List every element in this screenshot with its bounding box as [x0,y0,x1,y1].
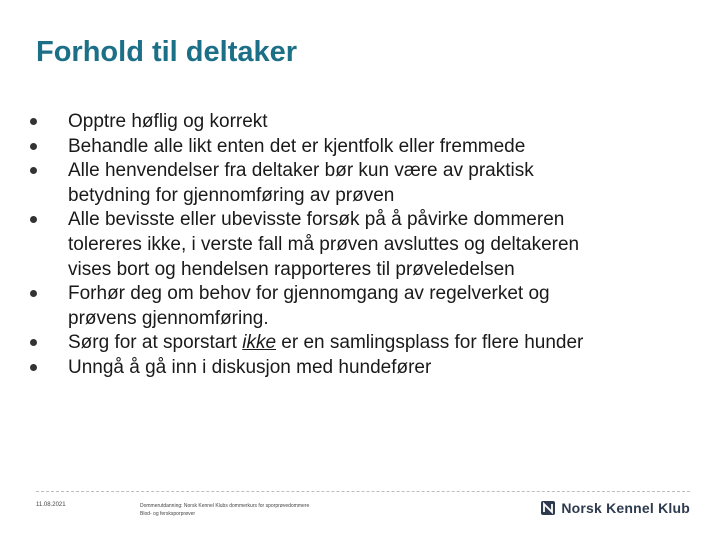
bullet-item [30,110,690,135]
brand-name: Norsk Kennel Klub [561,500,690,516]
footer-divider [36,491,690,492]
bullet-item [30,135,690,160]
bullet-item [30,159,690,208]
bullet-line: Sørg for at sporstart [68,332,243,354]
bullet-dot-icon [30,290,37,297]
nkk-logo-icon [541,501,555,515]
bullet-dot-icon [30,339,37,346]
footer-course-text [140,502,400,518]
bullet-line: Behandle alle likt enten det er kjentfolk eller fremmede [68,135,526,157]
bullet-line: er en samlingsplass for flere hunder [276,332,584,354]
bullet-item [30,356,690,381]
bullet-item [30,282,690,331]
slide-title: Forhold til deltaker [36,36,298,68]
footer-line: Dommerutdanning: Norsk Kennel Klubs dommerkurs for sporprøvedommere [140,503,310,509]
bullet-list [30,110,690,381]
bullet-line: vises bort og hendelsen rapporteres til prøveledelsen [68,258,515,280]
footer-line: Blod- og fersksporprøver [140,511,196,517]
bullet-item [30,208,690,282]
bullet-item [30,331,690,356]
bullet-line: Alle henvendelser fra deltaker bør kun være av praktisk [68,160,534,182]
bullet-line: Opptre høflig og korrekt [68,111,268,132]
bullet-line: Unngå å gå inn i diskusjon med hundefører [68,356,432,378]
bullet-dot-icon [30,364,37,371]
bullet-dot-icon [30,167,37,174]
bullet-line: betydning for gjennomføring av prøven [68,184,395,206]
footer-date: 11.08.2021 [36,502,66,508]
brand-logo [541,500,690,516]
bullet-dot-icon [30,118,37,125]
emphasis-word: ikke [242,332,277,354]
bullet-line: Forhør deg om behov for gjennomgang av regelverket og [68,283,550,305]
bullet-dot-icon [30,143,37,150]
bullet-dot-icon [30,216,37,223]
bullet-line: Alle bevisste eller ubevisste forsøk på å påvirke dommeren [68,209,565,231]
bullet-line: tolereres ikke, i verste fall må prøven avsluttes og deltakeren [68,233,580,255]
bullet-line: prøvens gjennomføring. [68,307,269,329]
